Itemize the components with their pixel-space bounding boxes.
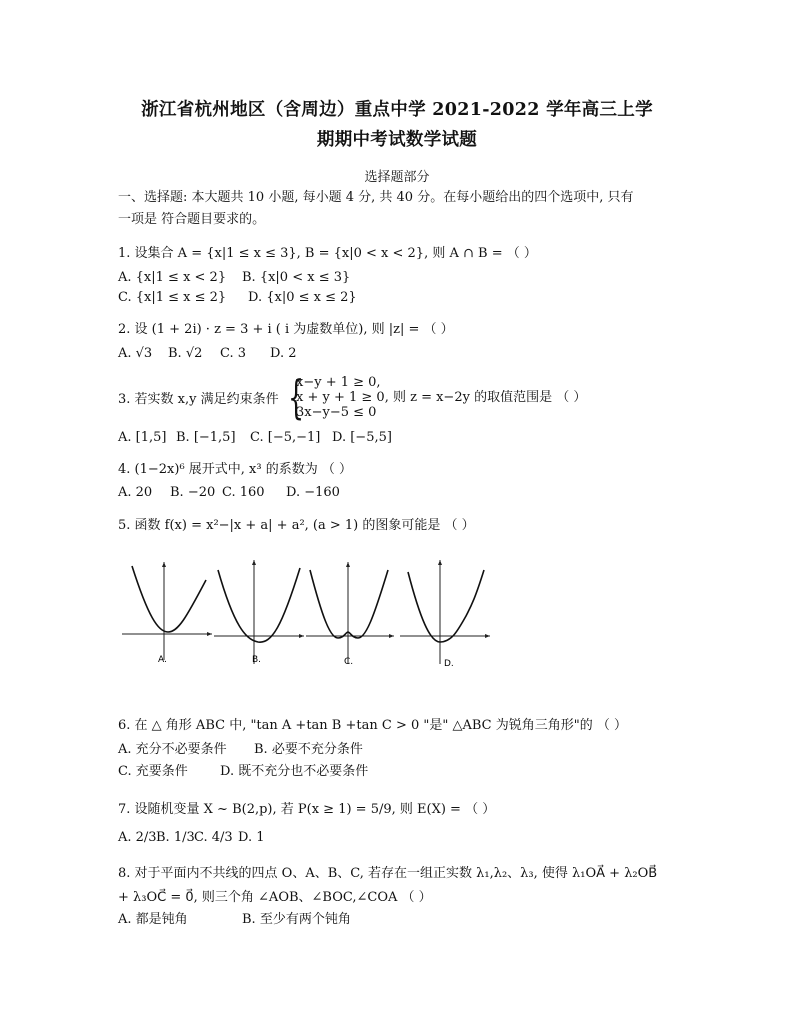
- graph-d-label: D.: [444, 659, 454, 668]
- q1-option-c: C. {x|1 ≤ x ≤ 2}: [118, 290, 227, 305]
- q8-options-row1: [118, 912, 351, 928]
- q6-options-row2: [118, 764, 368, 780]
- q7-option-c: C. 4/3: [194, 830, 233, 845]
- q5-function-graphs: [118, 556, 498, 668]
- q2-options: [118, 346, 297, 362]
- graph-c-x-arrow: [389, 634, 394, 638]
- q6-stem: 6. 在 △ 角形 ABC 中, "tan A +tan B +tan C > 0 "是" △ABC 为锐角三角形"的 （ ）: [118, 718, 627, 733]
- graph-c-y-arrow: [346, 562, 350, 567]
- graph-c: [306, 562, 394, 664]
- graph-d-curve: [408, 570, 484, 642]
- graph-a-label: A.: [158, 655, 167, 665]
- exam-title-line1: 浙江省杭州地区（含周边）重点中学 2021-2022 学年高三上学: [141, 100, 653, 120]
- q7-stem: 7. 设随机变量 X ~ B(2,p), 若 P(x ≥ 1) = 5/9, 则 E(X) = （ ）: [118, 802, 496, 817]
- q3-options: [118, 430, 392, 446]
- q7-options: [118, 830, 265, 846]
- q8-stem-line1: 8. 对于平面内不共线的四点 O、A、B、C, 若存在一组正实数 λ₁,λ₂、λ₃, 使得 λ₁OA⃗ + λ₂OB⃗: [118, 866, 658, 881]
- q2-option-b: B. √2: [168, 346, 203, 361]
- q4-option-c: C. 160: [222, 485, 265, 500]
- q6-option-d: D. 既不充分也不必要条件: [220, 764, 369, 779]
- q4-options: [118, 485, 340, 501]
- q3-option-d: D. [−5,5]: [332, 430, 392, 445]
- exam-title-line2: 期期中考试数学试题: [316, 130, 478, 150]
- q6-option-a: A. 充分不必要条件: [118, 742, 227, 757]
- graph-b-y-arrow: [252, 560, 256, 565]
- graph-c-label: C.: [344, 657, 354, 667]
- q6-option-c: C. 充要条件: [118, 764, 188, 779]
- graph-d: [400, 560, 490, 664]
- intro-line1: 一、选择题: 本大题共 10 小题, 每小题 4 分, 共 40 分。在每小题给出的四个选项中, 只有: [118, 190, 634, 205]
- graph-a-curve: [132, 566, 206, 632]
- q4-stem: 4. (1−2x)⁶ 展开式中, x³ 的系数为 （ ）: [118, 462, 352, 477]
- q7-option-b: B. 1/3: [156, 830, 195, 845]
- q3-constraint-2: x + y + 1 ≥ 0, 则 z = x−2y 的取值范围是 （ ）: [296, 390, 587, 405]
- q2-stem: 2. 设 (1 + 2i) · z = 3 + i ( i 为虚数单位), 则 |z| = （ ）: [118, 322, 454, 337]
- constraint-brace: {: [288, 370, 305, 424]
- q1-option-a: A. {x|1 ≤ x < 2}: [118, 270, 227, 285]
- q1-options-row2: [118, 290, 357, 306]
- q3-constraint-3: 3x−y−5 ≤ 0: [296, 405, 377, 420]
- graph-b-label: B.: [252, 655, 262, 665]
- graph-b-curve: [218, 568, 300, 642]
- q2-option-d: D. 2: [270, 346, 297, 361]
- q3-option-b: B. [−1,5]: [176, 430, 236, 445]
- q3-option-a: A. [1,5]: [118, 430, 167, 445]
- q5-stem: 5. 函数 f(x) = x²−|x + a| + a², (a > 1) 的图象可能是 （ ）: [118, 518, 475, 533]
- q2-option-c: C. 3: [220, 346, 247, 361]
- q3-option-c: C. [−5,−1]: [250, 430, 321, 445]
- q1-option-b: B. {x|0 < x ≤ 3}: [242, 270, 351, 285]
- q3-stem: 3. 若实数 x,y 满足约束条件: [118, 392, 279, 407]
- q1-options-row1: [118, 270, 350, 286]
- intro-line2: 一项是 符合题目要求的。: [118, 212, 266, 227]
- graph-a-y-arrow: [162, 562, 166, 567]
- q8-stem-line2: + λ₃OC⃗ = 0⃗, 则三个角 ∠AOB、∠BOC,∠COA （ ）: [118, 890, 432, 905]
- q8-option-a: A. 都是钝角: [118, 912, 188, 927]
- graph-b-x-arrow: [299, 634, 304, 638]
- q7-option-d: D. 1: [238, 830, 265, 845]
- q2-option-a: A. √3: [118, 346, 153, 361]
- q4-option-b: B. −20: [170, 485, 216, 500]
- q8-option-b: B. 至少有两个钝角: [242, 912, 351, 927]
- q1-option-d: D. {x|0 ≤ x ≤ 2}: [248, 290, 357, 305]
- q6-options-row1: [118, 742, 363, 758]
- graph-d-x-arrow: [485, 634, 490, 638]
- q6-option-b: B. 必要不充分条件: [254, 742, 363, 757]
- q4-option-a: A. 20: [118, 485, 153, 500]
- graph-a-x-arrow: [207, 632, 212, 636]
- graph-b: [214, 560, 304, 664]
- q3-constraint-1: x−y + 1 ≥ 0,: [296, 375, 381, 390]
- q7-option-a: A. 2/3: [118, 830, 157, 845]
- graph-c-curve: [310, 570, 388, 638]
- q4-option-d: D. −160: [286, 485, 340, 500]
- q1-stem: 1. 设集合 A = {x|1 ≤ x ≤ 3}, B = {x|0 < x < 2}, 则 A ∩ B = （ ）: [118, 246, 537, 261]
- graph-a: [122, 562, 212, 660]
- section-heading: 选择题部分: [364, 170, 430, 185]
- graph-d-y-arrow: [438, 560, 442, 565]
